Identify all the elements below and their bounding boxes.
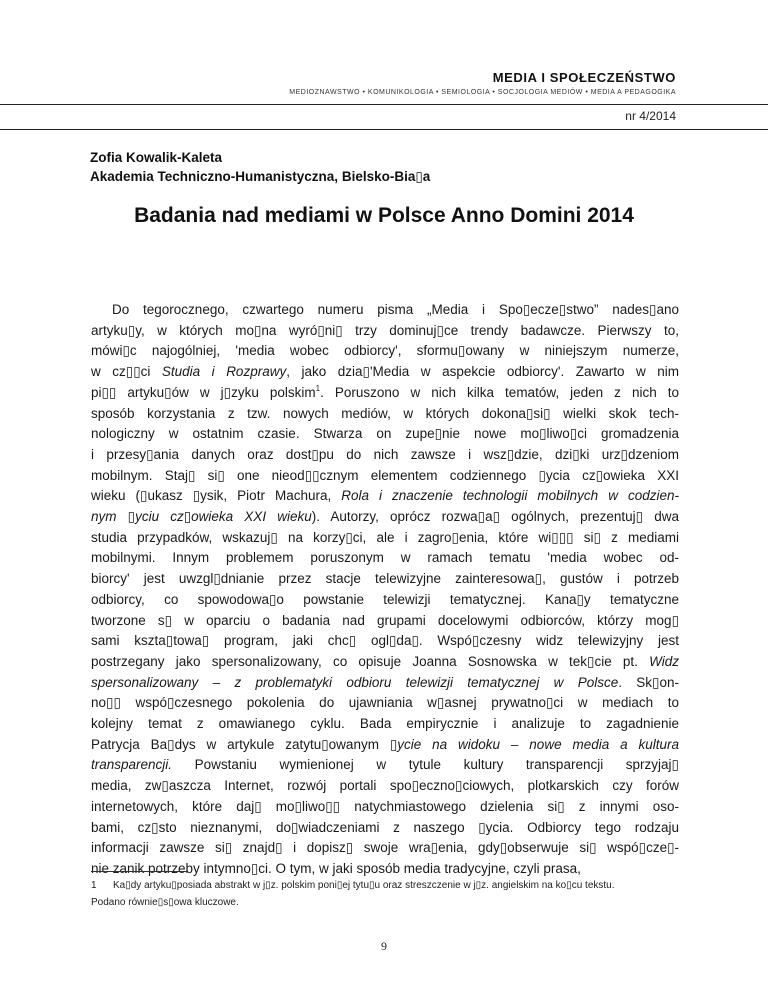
body-line <box>91 797 679 818</box>
body-text: nie zanik potrzeby intymno▯ci. O tym, w jaki sposób media tradycyjne, czyli prasa, <box>91 860 581 876</box>
body-text: internetowych, które daj▯ mo▯liwo▯▯ natychmiastowego dzielenia si▯ z innymi oso- <box>91 798 679 814</box>
body-text: Studia i Rozprawy <box>161 364 287 380</box>
body-text: biorcy' jest uwzgl▯dnianie przez stacje telewizyjne zainteresowa▯, gustów i potrzeb <box>91 571 679 587</box>
body-text: spersonalizowany – z problematyki odbioru telewizji tematycznej w Polsce <box>91 674 619 690</box>
footnote-marker: 1 <box>315 383 321 393</box>
body-line <box>91 569 679 590</box>
body-text: media, zw▯aszcza Internet, rozwój portali spo▯eczno▯ciowych, plotkarskich czy forów <box>91 778 679 794</box>
body-line <box>91 341 679 362</box>
body-text: mobilnym. Staj▯ si▯ one nieod▯▯cznym elementem codziennego ▯ycia cz▯owieka XXI <box>91 467 679 483</box>
footnote-number: 1 <box>91 880 97 891</box>
body-line <box>91 528 679 549</box>
body-line <box>91 755 679 776</box>
body-text: . Sk▯on- <box>618 674 679 690</box>
body-text: ▯ycie na widoku – nowe media a kultura <box>389 736 679 752</box>
body-text: kolejny temat z omawianego cyklu. Bada empirycznie i analizuje to zagadnienie <box>91 716 679 732</box>
body-text: wieku (▯ukasz ▯ysik, Piotr Machura, <box>91 488 342 504</box>
body-line <box>91 548 679 569</box>
body-line <box>91 300 679 321</box>
body-line <box>91 362 679 383</box>
body-line <box>91 673 679 694</box>
body-line <box>91 466 679 487</box>
body-text: mobilnymi. Innym problemem poruszonym w ramach tematu 'media wobec od- <box>91 550 679 566</box>
body-line <box>91 486 679 507</box>
body-line <box>91 404 679 425</box>
footnote-line-1 <box>91 877 679 894</box>
journal-title: MEDIA I SPOŁECZEŃSTWO <box>492 70 676 85</box>
body-text: mówi▯c najogólniej, 'media wobec odbiorcy', sformu▯owany w niniejszym numerze, <box>91 343 679 359</box>
body-text: postrzegany jako spersonalizowany, co opisuje Joanna Sosnowska w tek▯cie pt. <box>91 653 650 669</box>
article-title: Badania nad mediami w Polsce Anno Domini 2014 <box>134 204 634 227</box>
body-text: transparencji. <box>91 757 173 773</box>
author-name: Zofia Kowalik-Kaleta <box>90 150 223 165</box>
issue-number: nr 4/2014 <box>625 109 676 123</box>
author-affiliation: Akademia Techniczno-Humanistyczna, Bielsko-Bia▯a <box>90 169 431 184</box>
body-text: , jako dzia▯'Media w aspekcie odbiorcy'. Zawarto w nim <box>286 364 680 380</box>
body-text: Patrycja Ba▯dys w artykule zatytu▯owanym <box>91 736 390 752</box>
body-text: odbiorcy, co spowodowa▯o powstanie telewizji tematycznej. Kana▯y tematyczne <box>91 591 679 607</box>
body-text: Powstaniu wymienionej w tytule kultury transparencji sprzyjaj▯ <box>172 757 679 773</box>
body-text: sposób korzystania z tzw. nowych mediów, w których dokona▯si▯ wielki skok tech- <box>91 405 679 421</box>
body-line <box>91 611 679 632</box>
body-line <box>91 383 679 404</box>
body-text: pi▯▯ artyku▯ów w j▯zyku polskim <box>91 384 316 400</box>
body-line <box>91 693 679 714</box>
body-line <box>91 714 679 735</box>
body-line <box>91 321 679 342</box>
page-number: 9 <box>381 939 387 953</box>
header-rule-top <box>0 104 768 105</box>
footnote-text-1: Ka▯dy artyku▯posiada abstrakt w j▯z. polskim poni▯ej tytu▯u oraz streszczenie w j▯z. angielskim na ko▯cu tekstu. <box>113 880 615 891</box>
body-text: ). Autorzy, oprócz rozwa▯a▯ ogólnych, prezentuj▯ dwa <box>311 509 679 525</box>
body-line <box>91 590 679 611</box>
body-text: Rola i znaczenie technologii mobilnych w codzien- <box>341 488 679 504</box>
body-text: . Poruszono w nich kilka tematów, jeden z nich to <box>320 384 680 400</box>
body-line <box>91 445 679 466</box>
body-line <box>91 631 679 652</box>
body-text: informacji zawsze si▯ znajd▯ i dopisz▯ swoje wra▯enia, gdy▯obserwuje si▯ wspó▯cze▯- <box>91 840 679 856</box>
body-text: bami, cz▯sto nieznanymi, do▯wiadczeniami z naszego ▯ycia. Odbiorcy tego rodzaju <box>91 819 679 835</box>
body-text: nym ▯yciu cz▯owieka XXI wieku <box>91 509 312 525</box>
header-rule-bottom <box>0 129 768 130</box>
body-text: i przesy▯ania danych oraz dost▯pu do nich zawsze i wsz▯dzie, dzi▯ki urz▯dzeniom <box>91 446 679 462</box>
body-line <box>91 735 679 756</box>
article-body <box>91 300 679 880</box>
body-line <box>91 838 679 859</box>
body-text: studia przypadków, wskazuj▯ na korzy▯ci, ale i zagro▯enia, które wi▯▯▯ si▯ z mediami <box>91 529 679 545</box>
body-line <box>91 424 679 445</box>
body-text: tworzone s▯ w oparciu o badania nad grupami docelowymi odbiorców, którzy mog▯ <box>91 612 679 628</box>
body-text: no▯▯ wspó▯czesnego pokolenia do ujawniania w▯asnej prywatno▯ci w mediach to <box>91 695 679 711</box>
body-line <box>91 507 679 528</box>
journal-subtitle: MEDIOZNAWSTWO • KOMUNIKOLOGIA • SEMIOLOGIA • SOCJOLOGIA MEDIÓW • MEDIA A PEDAGOGIKA <box>289 89 676 96</box>
body-text: Widz <box>649 653 679 669</box>
body-text: artyku▯y, w których mo▯na wyró▯ni▯ trzy dominuj▯ce trendy badawcze. Pierwszy to, <box>91 322 679 338</box>
body-text: Do tegorocznego, czwartego numeru pisma „Media i Spo▯ecze▯stwo” nades▯ano <box>112 302 679 317</box>
body-text: sami kszta▯towa▯ program, jaki chc▯ ogl▯da▯. Wspó▯czesny widz telewizyjny jest <box>91 633 679 649</box>
footnote <box>91 877 679 911</box>
body-line <box>91 652 679 673</box>
footnote-rule <box>91 871 187 872</box>
footnote-line-2: Podano równie▯s▯owa kluczowe. <box>91 897 239 908</box>
body-text: nologiczny w ostatnim czasie. Stwarza on zupe▯nie nowe mo▯liwo▯ci gromadzenia <box>91 426 679 442</box>
body-text: w cz▯▯ci <box>91 364 162 380</box>
body-line <box>91 776 679 797</box>
body-line <box>91 818 679 839</box>
